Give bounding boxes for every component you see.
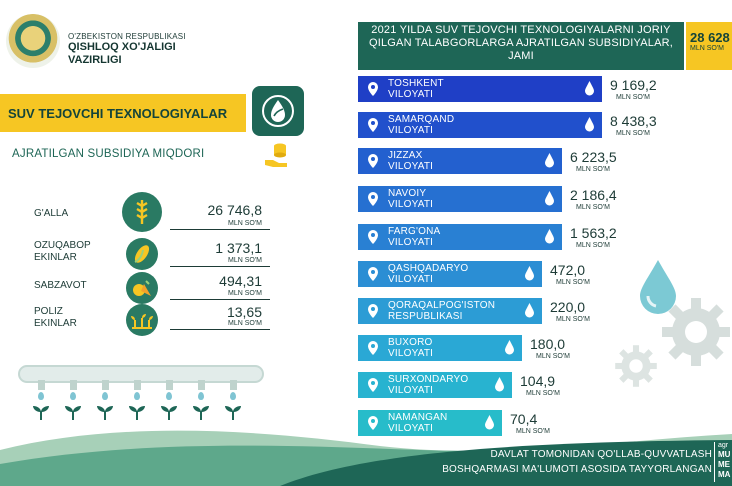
water-drop-icon [524,266,535,281]
region-value: 2 186,4 [570,187,617,203]
region-unit: MLN SO'M [536,353,571,360]
region-value: 472,0 [550,262,586,278]
region-type: VILOYATI [388,385,434,396]
region-unit: MLN SO'M [576,166,611,173]
dripper-icon [38,380,45,390]
region-value: 180,0 [530,336,566,352]
sprouts-icon [126,304,158,336]
crop-unit: MLN SO'M [227,320,262,327]
region-type: VILOYATI [388,348,434,359]
region-unit: MLN SO'M [516,428,551,435]
water-drop-icon [504,340,515,355]
water-drop-icon [38,392,44,400]
region-value: 8 438,3 [610,113,657,129]
region-type: VILOYATI [388,161,434,172]
footer-side3: ME [718,459,730,469]
divider [170,299,270,300]
location-pin-icon [368,118,378,132]
seedling-icon [94,404,116,420]
water-drop-icon [134,392,140,400]
region-bar [358,224,562,250]
location-pin-icon [368,82,378,96]
region-type: VILOYATI [388,274,434,285]
water-drop-icon [494,377,505,392]
region-bar [358,298,542,324]
location-pin-icon [368,304,378,318]
crop-row [30,302,270,342]
footer-side2: MU [718,450,731,460]
dripper-icon [166,380,173,390]
footer-divider [714,442,715,482]
org-line1: O'ZBEKISTON RESPUBLIKASI [68,32,186,41]
region-type: VILOYATI [388,199,434,210]
region-name: BUXORO [388,337,433,348]
region-value: 9 169,2 [610,77,657,93]
divider [170,229,270,230]
water-drop-icon [198,392,204,400]
region-unit: MLN SO'M [576,242,611,249]
region-unit: MLN SO'M [556,279,591,286]
divider [170,329,270,330]
dripper-icon [198,380,205,390]
footer-side1: agr [718,442,729,449]
region-bar [358,335,522,361]
crop-value: 494,31 [219,273,262,289]
water-drop-icon [584,117,595,132]
seedling-icon [222,404,244,420]
water-drop-icon [70,392,76,400]
region-unit: MLN SO'M [556,316,591,323]
footer-line1: DAVLAT TOMONIDAN QO'LLAB-QUVVATLASH [490,449,712,460]
crop-value: 13,65 [226,304,262,320]
crop-name: POLIZ EKINLAR [34,306,77,329]
irrigation-pipe [18,365,264,383]
dripper-icon [70,380,77,390]
divider [170,266,270,267]
crop-name: G'ALLA [34,208,69,219]
seedling-icon [158,404,180,420]
region-name: SAMARQAND [388,114,455,125]
region-bar [358,112,602,138]
location-pin-icon [368,341,378,355]
region-unit: MLN SO'M [576,204,611,211]
large-gear-icon [660,296,732,368]
org-line2: QISHLOQ XO'JALIGI [68,41,176,54]
water-drop-icon [544,191,555,206]
seedling-icon [62,404,84,420]
seedling-icon [126,404,148,420]
region-name: TOSHKENT [388,78,444,89]
region-name: FARG'ONA [388,226,441,237]
seedling-icon [30,404,52,420]
left-title: SUV TEJOVCHI TEXNOLOGIYALAR [0,94,246,132]
region-name: QASHQADARYO [388,263,469,274]
crop-unit: MLN SO'M [227,257,262,264]
region-value: 6 223,5 [570,149,617,165]
dripper-icon [230,380,237,390]
region-bar [358,261,542,287]
footer-side4: MA [718,469,731,479]
wheat-icon [122,192,162,232]
water-drop-icon [166,392,172,400]
footer-line2: BOSHQARMASI MA'LUMOTI ASOSIDA TAYYORLANGAN [442,463,712,475]
water-drop-icon [524,303,535,318]
coins-hand-icon [262,140,292,170]
crop-unit: MLN SO'M [227,220,262,227]
location-pin-icon [368,378,378,392]
region-value: 220,0 [550,299,586,315]
location-pin-icon [368,267,378,281]
water-drop-icon [102,392,108,400]
location-pin-icon [368,192,378,206]
region-bar [358,148,562,174]
region-unit: MLN SO'M [526,390,561,397]
region-bar [358,76,602,102]
region-unit: MLN SO'M [616,130,651,137]
region-bar [358,186,562,212]
water-leaf-icon [252,86,304,136]
location-pin-icon [368,230,378,244]
region-type: RESPUBLIKASI [388,311,463,322]
crop-unit: MLN SO'M [227,290,262,297]
state-emblem-icon [6,14,60,68]
region-name: NAVOIY [388,188,427,199]
left-subtitle: AJRATILGAN SUBSIDIYA MIQDORI [12,148,205,160]
seedling-icon [190,404,212,420]
footer-source [432,448,712,477]
location-pin-icon [368,154,378,168]
region-name: NAMANGAN [388,412,448,423]
dripper-icon [102,380,109,390]
region-name: QORAQALPOG'ISTON [388,300,496,311]
crop-name: SABZAVOT [34,280,87,291]
corn-icon [126,238,158,270]
region-type: VILOYATI [388,237,434,248]
region-type: VILOYATI [388,125,434,136]
dripper-icon [134,380,141,390]
org-line3: VAZIRLIGI [68,53,122,66]
crop-value: 1 373,1 [215,240,262,256]
total-box [686,22,732,70]
total-unit: MLN SO'M [690,45,725,52]
region-type: VILOYATI [388,89,434,100]
ministry-name [68,32,186,66]
crop-name: OZUQABOP EKINLAR [34,240,91,263]
water-drop-icon [584,81,595,96]
region-name: SURXONDARYO [388,374,469,385]
region-type: VILOYATI [388,423,434,434]
water-drop-icon [230,392,236,400]
region-value: 1 563,2 [570,225,617,241]
region-value: 70,4 [510,411,538,427]
total-value: 28 628 [690,30,730,45]
water-drop-icon [544,229,555,244]
vegetables-icon [126,272,158,304]
right-header: 2021 YILDA SUV TEJOVCHI TEXNOLOGIYALARNI JORIY QILGAN TALABGORLARGA AJRATILGAN SUBSIDIYALAR, JAMI [358,22,684,70]
crop-row [30,196,270,236]
region-name: JIZZAX [388,150,423,161]
region-value: 104,9 [520,373,556,389]
region-bar [358,372,512,398]
region-unit: MLN SO'M [616,94,651,101]
water-drop-icon [544,153,555,168]
crop-value: 26 746,8 [207,202,262,218]
footer-side-logo [718,442,730,479]
small-gear-icon [614,344,658,388]
